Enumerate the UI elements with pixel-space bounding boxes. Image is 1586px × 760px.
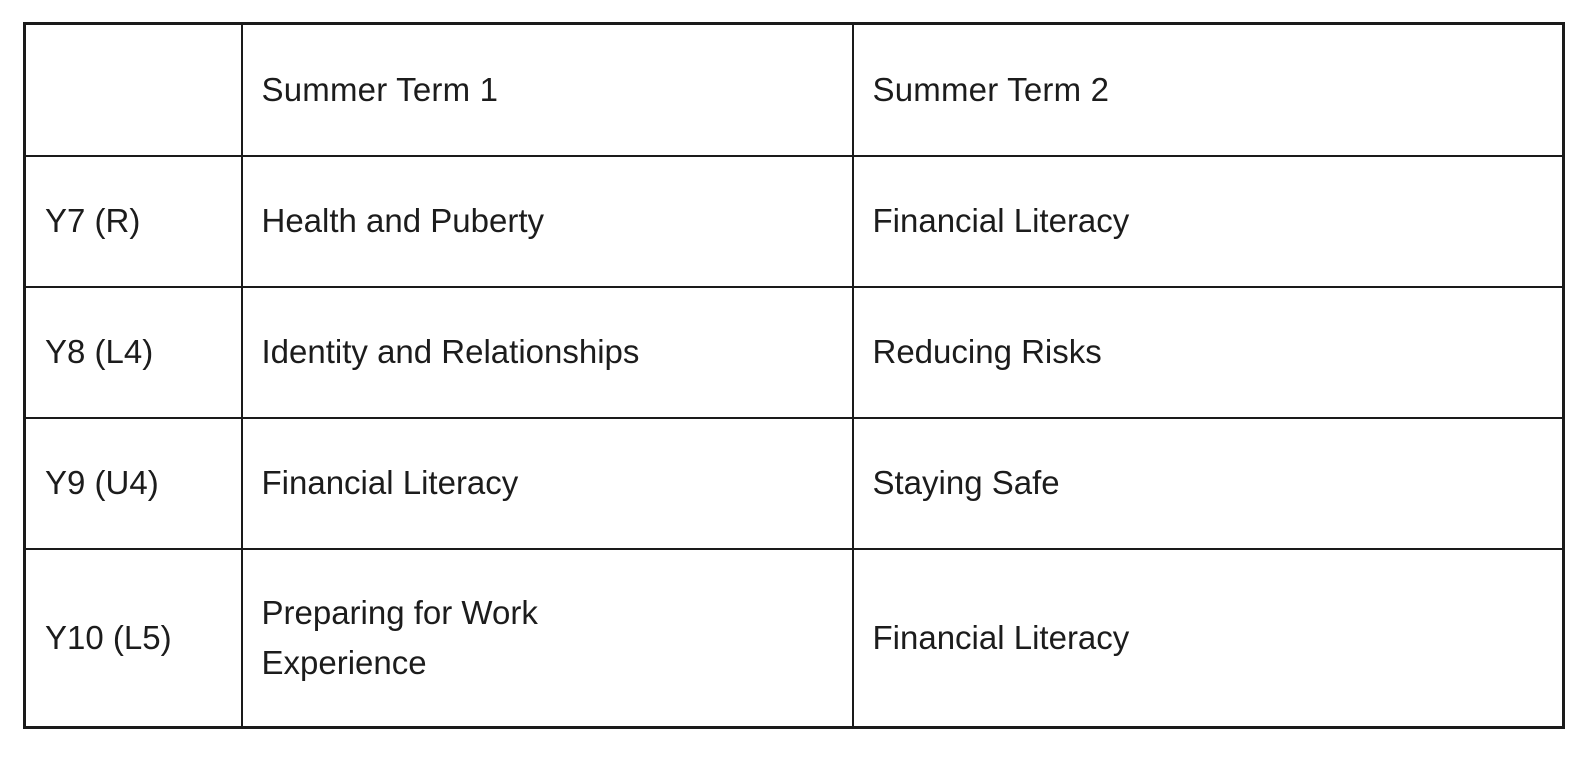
header-cell-empty: [25, 24, 242, 156]
table-row-y9: [25, 418, 1564, 549]
cell-y10-term1-text: Preparing for Work Experience: [261, 594, 538, 681]
cell-y7-term2: Financial Literacy: [853, 156, 1564, 287]
row-label-y7: Y7 (R): [25, 156, 242, 287]
cell-y7-term1: Health and Puberty: [242, 156, 853, 287]
cell-y10-term2: Financial Literacy: [853, 549, 1564, 728]
table-row-y10: [25, 549, 1564, 728]
cell-y8-term1: Identity and Relationships: [242, 287, 853, 418]
row-label-y10: Y10 (L5): [25, 549, 242, 728]
cell-y8-term2: Reducing Risks: [853, 287, 1564, 418]
table-row-y8: [25, 287, 1564, 418]
table-row-y7: [25, 156, 1564, 287]
header-cell-summer-term-1: Summer Term 1: [242, 24, 853, 156]
curriculum-table-container: [23, 22, 1565, 729]
row-label-y8: Y8 (L4): [25, 287, 242, 418]
row-label-y9: Y9 (U4): [25, 418, 242, 549]
curriculum-table: [23, 22, 1565, 729]
cell-y9-term2: Staying Safe: [853, 418, 1564, 549]
cell-y9-term1: Financial Literacy: [242, 418, 853, 549]
table-header-row: [25, 24, 1564, 156]
cell-y10-term1: [242, 549, 853, 728]
header-cell-summer-term-2: Summer Term 2: [853, 24, 1564, 156]
